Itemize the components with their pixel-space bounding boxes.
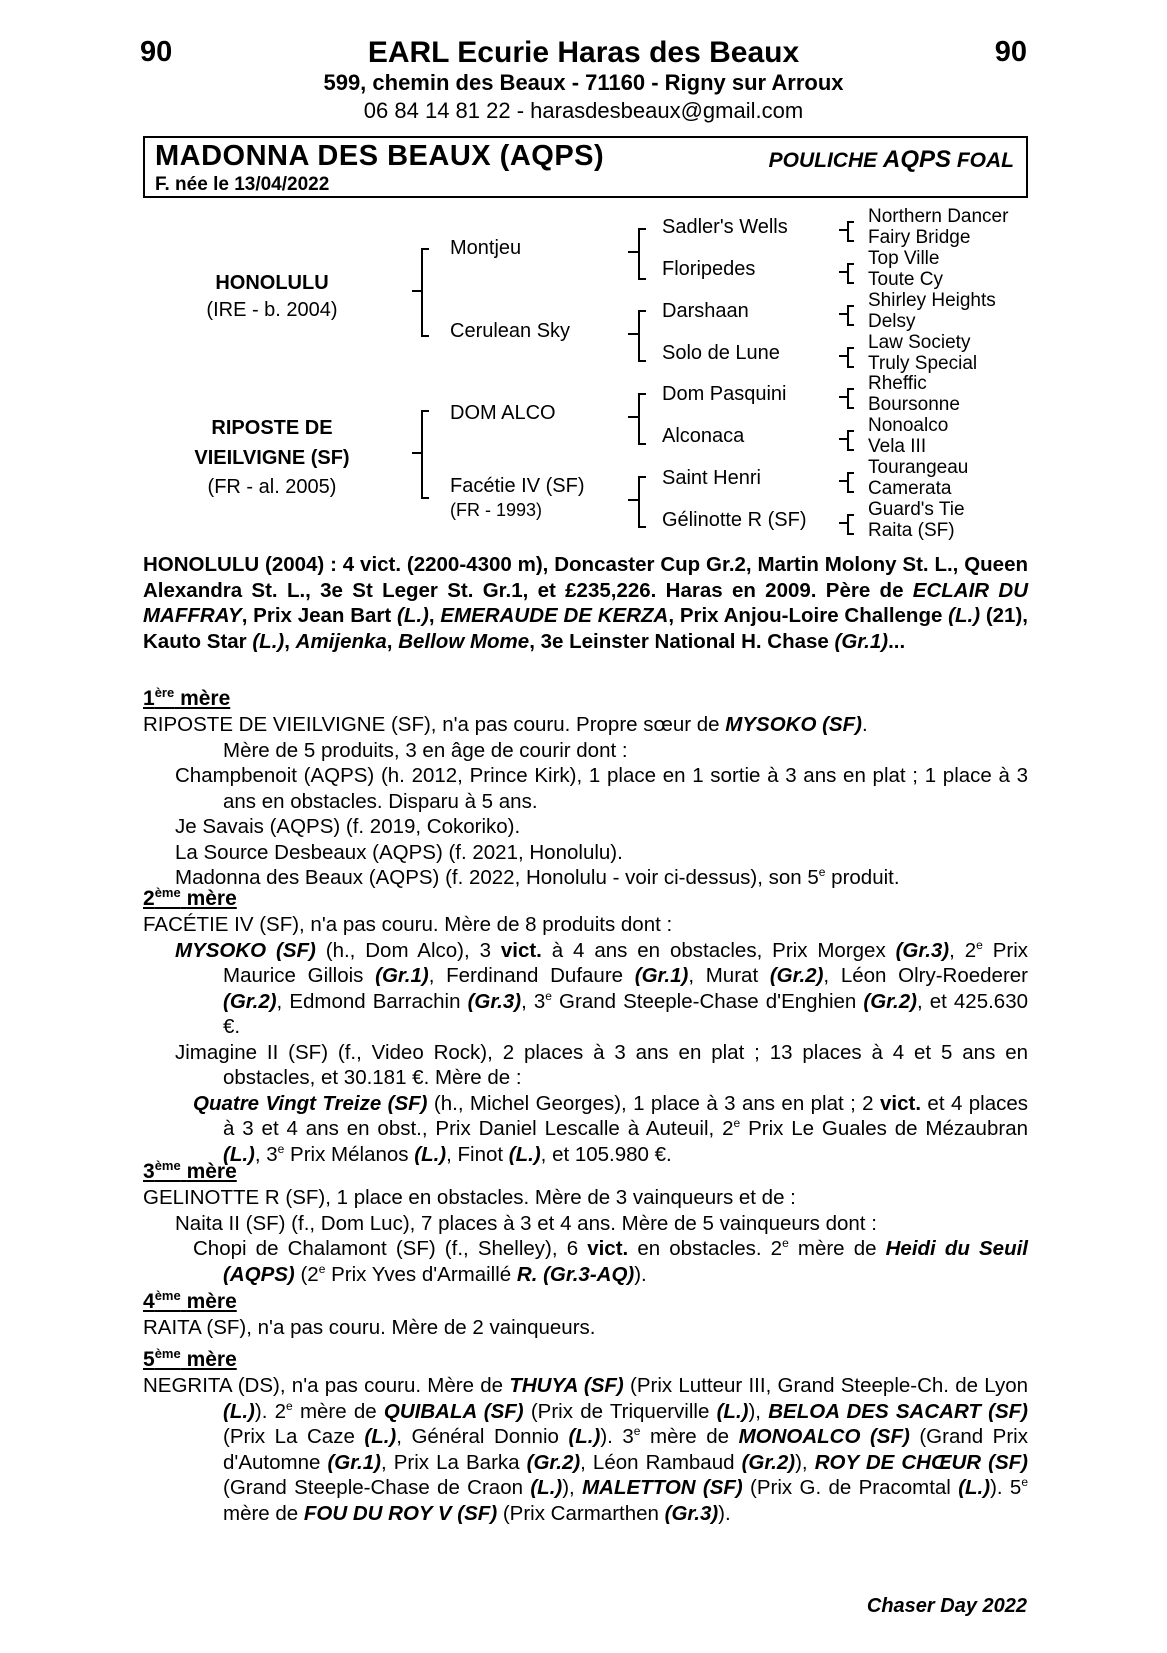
- bracket-gen4: [847, 388, 854, 409]
- horse-ref: QUIBALA (SF): [383, 1399, 524, 1423]
- bracket-gen4: [847, 430, 854, 451]
- text: .: [861, 713, 868, 736]
- gen4-name: Vela III: [868, 436, 927, 457]
- gen4-name: Tourangeau: [868, 457, 969, 478]
- produce-entry: La Source Desbeaux (AQPS) (f. 2021, Honolulu).: [175, 840, 623, 864]
- bracket-tick: [628, 416, 638, 418]
- text: , Edmond Barrachin: [276, 989, 468, 1013]
- section-word: mère: [186, 1348, 237, 1371]
- text: , 2: [949, 938, 977, 962]
- text: mère de: [788, 1237, 886, 1260]
- page-number-left: 90: [140, 36, 173, 68]
- text: e: [277, 1141, 285, 1156]
- produce-entry: [143, 865, 1028, 891]
- horse-ref: Quatre Vingt Treize (SF): [193, 1091, 428, 1115]
- text: e: [286, 1398, 293, 1413]
- text: , Murat: [688, 964, 770, 987]
- text: ),: [795, 1450, 815, 1474]
- section-number: 5: [143, 1348, 155, 1371]
- bracket-tick: [839, 438, 847, 440]
- dam-info: (FR - al. 2005): [207, 476, 337, 498]
- race-grade: (Gr.3): [467, 989, 522, 1013]
- dam-name-line2: VIEILVIGNE (SF): [194, 447, 350, 469]
- breeder-name: EARL Ecurie Haras des Beaux: [367, 36, 800, 69]
- section-ordinal: ère: [154, 685, 175, 700]
- gen4-name: Fairy Bridge: [868, 227, 971, 248]
- bracket-tick: [628, 499, 638, 501]
- gen3-name: Floripedes: [662, 258, 756, 280]
- horse-ref: MONOALCO (SF): [738, 1425, 910, 1448]
- sire-name: HONOLULU: [215, 272, 329, 294]
- text: (Grand Prix d'Automne: [223, 1425, 1028, 1474]
- text: (Prix Lutteur III, Grand Steeple-Ch. de Lyon: [623, 1374, 1028, 1397]
- race-grade: (L.): [530, 1476, 563, 1499]
- horse-ref: Bellow Mome: [398, 629, 530, 653]
- horse-title-box: [143, 136, 1028, 198]
- text: ,: [386, 629, 399, 653]
- race-grade: (Gr.2): [526, 1450, 581, 1474]
- text: et 4 places à 3 et 4 ans en obst., Prix Daniel Lescalle à Auteuil, 2: [223, 1091, 1029, 1140]
- horse-ref: MALETTON (SF): [582, 1476, 743, 1499]
- horse-birth-date: F. née le 13/04/2022: [155, 174, 330, 195]
- text: , 3: [521, 989, 546, 1013]
- horse-ref: ROY DE CHŒUR (SF): [814, 1450, 1029, 1474]
- text: e: [782, 1236, 789, 1251]
- bracket-tick: [628, 333, 638, 335]
- text: (21), Kauto Star: [143, 604, 1028, 653]
- race-grade: (L.): [958, 1476, 991, 1499]
- text: (h., Michel Georges), 1 place à 3 ans en plat ; 2: [427, 1091, 880, 1115]
- gen4-name: Camerata: [868, 478, 952, 499]
- bracket-tick: [839, 313, 847, 315]
- bracket-gen4: [847, 347, 854, 368]
- text: e: [818, 865, 826, 880]
- race-grade: (Gr.3): [664, 1501, 719, 1525]
- horse-age-class: FOAL: [956, 149, 1014, 172]
- text: , Léon Olry-Roederer: [823, 964, 1028, 987]
- text: e: [1021, 1475, 1028, 1490]
- horse-ref: MYSOKO (SF): [175, 938, 316, 962]
- breeder-address: 599, chemin des Beaux - 71160 - Rigny sur Arroux: [323, 70, 844, 95]
- race-grade: (L.): [414, 1142, 447, 1166]
- text: , 3: [254, 1142, 278, 1166]
- dam-line: GELINOTTE R (SF), 1 place en obstacles. Mère de 3 vainqueurs et de :: [143, 1186, 796, 1209]
- horse-ref: Heidi du Seuil (AQPS): [223, 1237, 1028, 1286]
- section-number: 4: [143, 1290, 155, 1313]
- breeder-contact: 06 84 14 81 22 - harasdesbeaux@gmail.com: [363, 98, 804, 123]
- race-grade: (Gr.1): [375, 964, 429, 987]
- section-heading-2: [143, 887, 237, 911]
- text: e: [976, 937, 983, 952]
- race-grade: (Gr.1): [327, 1450, 381, 1474]
- text: (Prix Carmarthen: [497, 1501, 665, 1525]
- dam-line: [143, 712, 1028, 738]
- produce-entry: Naita II (SF) (f., Dom Luc), 7 places à 3 et 4 ans. Mère de 5 vainqueurs dont :: [175, 1211, 877, 1235]
- gen3-name: Gélinotte R (SF): [662, 509, 807, 531]
- gen2-dam-dam-info: (FR - 1993): [450, 500, 543, 520]
- race-grade: (L.): [364, 1425, 397, 1448]
- text: ...: [888, 629, 906, 653]
- text: mère de: [223, 1501, 304, 1525]
- text: vict.: [880, 1091, 922, 1115]
- text: e: [545, 988, 552, 1003]
- text: ).: [718, 1501, 731, 1525]
- gen3-name: Darshaan: [662, 300, 749, 322]
- race-grade: (L.): [397, 604, 429, 627]
- bracket-gen3: [638, 310, 646, 362]
- text: Grand Steeple-Chase d'Enghien: [551, 989, 864, 1013]
- text: Prix Maurice Gillois: [223, 938, 1029, 987]
- text: , Finot: [446, 1142, 509, 1166]
- section-number: 1: [143, 687, 155, 710]
- produce-summary: Mère de 5 produits, 3 en âge de courir dont :: [223, 738, 628, 762]
- gen4-name: Truly Special: [868, 353, 978, 374]
- text: mère de: [292, 1399, 384, 1423]
- race-grade: (L.): [508, 1142, 541, 1166]
- gen2-sire-sire: Montjeu: [450, 237, 522, 259]
- text: (h., Dom Alco), 3: [315, 938, 501, 962]
- section-word: mère: [186, 1160, 237, 1183]
- bracket-sire: [421, 248, 429, 337]
- bracket-tick: [839, 271, 847, 273]
- section-word: mère: [180, 687, 231, 710]
- race-grade: R. (Gr.3-AQ): [516, 1262, 635, 1286]
- text: ,: [428, 604, 441, 627]
- gen3-name: Alconaca: [662, 425, 745, 447]
- text: en obstacles. 2: [628, 1237, 783, 1260]
- bracket-tick: [839, 355, 847, 357]
- footer-sale-name: Chaser Day 2022: [866, 1595, 1027, 1617]
- produce-entry: Je Savais (AQPS) (f. 2019, Cokoriko).: [175, 815, 521, 838]
- produce-entry: [143, 938, 1028, 1040]
- horse-ref: BELOA DES SACART (SF): [768, 1399, 1028, 1423]
- horse-ref: ECLAIR DU MAFFRAY: [143, 578, 1029, 627]
- bracket-tick: [412, 452, 421, 454]
- gen3-name: Dom Pasquini: [662, 383, 787, 405]
- text: vict.: [500, 938, 542, 962]
- gen4-name: Northern Dancer: [868, 206, 1009, 227]
- race-grade: (Gr.2): [741, 1450, 796, 1474]
- section-ordinal: ème: [154, 1346, 181, 1361]
- text: (Prix La Caze: [223, 1425, 365, 1448]
- gen2-dam-dam: Facétie IV (SF): [450, 475, 585, 497]
- section-body-1: [143, 712, 1028, 891]
- horse-breed: AQPS: [882, 146, 951, 173]
- section-number: 3: [143, 1160, 155, 1183]
- text: (2: [294, 1262, 319, 1286]
- text: , Général Donnio: [396, 1425, 569, 1448]
- bracket-tick: [839, 396, 847, 398]
- text: vict.: [587, 1237, 629, 1260]
- dam-line: [143, 1373, 1028, 1526]
- text: HONOLULU (2004) : 4 vict. (2200-4300 m), Doncaster Cup Gr.2, Martin Molony St. L., Queen Alexandra St. L., 3e St Leger St. Gr.1, et £235,226. Haras en 2009. Père de: [143, 553, 1028, 602]
- text: ). 5: [990, 1476, 1022, 1499]
- race-grade: (L.): [223, 1399, 255, 1423]
- gen3-name: Solo de Lune: [662, 342, 780, 364]
- text: e: [633, 1424, 641, 1439]
- horse-ref: Amijenka: [295, 629, 387, 653]
- section-number: 2: [143, 887, 155, 910]
- gen4-name: Delsy: [868, 311, 916, 332]
- gen3-name: Sadler's Wells: [662, 216, 788, 238]
- section-heading-1: [143, 687, 230, 711]
- gen4-name: Law Society: [868, 332, 971, 353]
- text: ). 3: [600, 1425, 634, 1448]
- grand-produce-entry: [143, 1236, 1028, 1287]
- section-heading-5: [143, 1348, 237, 1372]
- horse-ref: THUYA (SF): [509, 1374, 624, 1397]
- race-grade: (Gr.1): [634, 964, 689, 987]
- race-grade: (Gr.2): [223, 989, 277, 1013]
- horse-sex: POULICHE: [768, 149, 878, 172]
- bracket-tick: [839, 480, 847, 482]
- horse-name: MADONNA DES BEAUX (AQPS): [155, 140, 605, 172]
- gen4-name: Toute Cy: [868, 269, 943, 290]
- text: (Grand Steeple-Chase de Craon: [223, 1476, 531, 1499]
- text: Chopi de Chalamont (SF) (f., Shelley), 6: [193, 1237, 588, 1260]
- text: , et 425.630 €.: [223, 989, 1028, 1038]
- section-heading-3: [143, 1160, 237, 1184]
- bracket-gen3: [638, 228, 646, 280]
- race-grade: (Gr.2): [769, 964, 824, 987]
- horse-type: [769, 146, 1014, 174]
- section-ordinal: ème: [154, 885, 181, 900]
- race-grade: (L.): [223, 1142, 255, 1166]
- race-grade: (Gr.3): [895, 938, 950, 962]
- bracket-tick: [839, 522, 847, 524]
- text: , et 105.980 €.: [540, 1142, 672, 1166]
- section-word: mère: [186, 1290, 237, 1313]
- bracket-tick: [628, 251, 638, 253]
- bracket-gen4: [847, 221, 854, 242]
- race-grade: (Gr.2): [863, 989, 917, 1013]
- text: , 3e Leinster National H. Chase: [529, 629, 835, 653]
- bracket-gen4: [847, 514, 854, 535]
- horse-ref: FOU DU ROY V (SF): [303, 1501, 498, 1525]
- text: Prix Mélanos: [284, 1142, 415, 1166]
- race-grade: (L.): [568, 1425, 601, 1448]
- produce-entry: Jimagine II (SF) (f., Video Rock), 2 places à 3 ans en plat ; 13 places à 4 et 5 ans en obstacles, et 30.181 €. Mère de :: [175, 1040, 1028, 1089]
- grand-produce-entry: [143, 1091, 1028, 1168]
- page-number-right: 90: [994, 36, 1027, 68]
- text: , Prix La Barka: [380, 1450, 527, 1474]
- race-grade: (L.): [948, 604, 981, 627]
- text: , Léon Rambaud: [580, 1450, 742, 1474]
- section-word: mère: [186, 887, 237, 910]
- text: e: [733, 1116, 741, 1131]
- horse-ref: MYSOKO (SF): [725, 713, 862, 736]
- text: ),: [748, 1399, 769, 1423]
- text: , Prix Jean Bart: [241, 604, 398, 627]
- text: (Prix G. de Pracomtal: [742, 1476, 959, 1499]
- race-grade: (Gr.1): [834, 629, 889, 653]
- bracket-gen3: [638, 476, 646, 528]
- sire-paragraph: [143, 552, 1028, 654]
- section-ordinal: ème: [154, 1158, 181, 1173]
- text: RIPOSTE DE VIEILVIGNE (SF), n'a pas couru. Propre sœur de: [143, 713, 726, 736]
- dam-name-line1: RIPOSTE DE: [211, 417, 333, 439]
- text: , Prix Anjou-Loire Challenge: [668, 604, 949, 627]
- gen2-sire-dam: Cerulean Sky: [450, 320, 571, 342]
- section-heading-4: [143, 1290, 237, 1314]
- bracket-tick: [412, 290, 421, 292]
- text: (Prix de Triquerville: [523, 1399, 717, 1423]
- text: NEGRITA (DS), n'a pas couru. Mère de: [143, 1374, 510, 1397]
- text: ). 2: [254, 1399, 287, 1423]
- dam-line: RAITA (SF), n'a pas couru. Mère de 2 vainqueurs.: [143, 1316, 596, 1339]
- text: Madonna des Beaux (AQPS) (f. 2022, Honolulu - voir ci-dessus), son 5: [175, 866, 819, 889]
- bracket-gen4: [847, 263, 854, 284]
- section-body-4: [143, 1315, 1028, 1341]
- text: produit.: [825, 866, 900, 889]
- gen2-dam-sire: DOM ALCO: [450, 402, 556, 424]
- bracket-gen4: [847, 472, 854, 493]
- dam-line: FACÉTIE IV (SF), n'a pas couru. Mère de 8 produits dont :: [143, 913, 673, 936]
- section-ordinal: ème: [154, 1288, 181, 1303]
- sire-info: (IRE - b. 2004): [206, 299, 338, 321]
- section-body-5: [143, 1373, 1028, 1526]
- text: , Ferdinand Dufaure: [428, 964, 635, 987]
- race-grade: (L.): [716, 1399, 749, 1423]
- gen4-name: Shirley Heights: [868, 290, 996, 311]
- gen4-name: Nonoalco: [868, 415, 949, 436]
- bracket-gen4: [847, 305, 854, 326]
- bracket-gen3: [638, 393, 646, 445]
- gen3-name: Saint Henri: [662, 467, 761, 489]
- text: Prix Le Guales de Mézaubran: [740, 1117, 1028, 1140]
- bracket-tick: [839, 229, 847, 231]
- section-body-3: [143, 1185, 1028, 1287]
- text: Prix Yves d'Armaillé: [325, 1262, 517, 1286]
- gen4-name: Guard's Tie: [868, 499, 965, 520]
- horse-ref: EMERAUDE DE KERZA: [440, 604, 669, 627]
- section-body-2: [143, 912, 1028, 1167]
- gen4-name: Boursonne: [868, 394, 960, 415]
- bracket-dam: [421, 410, 429, 499]
- race-grade: (L.): [252, 629, 285, 653]
- text: à 4 ans en obstacles, Prix Morgex: [541, 938, 896, 962]
- gen4-name: Raita (SF): [868, 520, 955, 541]
- gen4-name: Rheffic: [868, 373, 927, 394]
- produce-entry: Champbenoit (AQPS) (h. 2012, Prince Kirk), 1 place en 1 sortie à 3 ans en plat ; 1 place à 3 ans en obstacles. Disparu à 5 ans.: [175, 764, 1028, 813]
- text: ).: [634, 1262, 647, 1286]
- text: mère de: [640, 1425, 739, 1448]
- text: e: [318, 1261, 326, 1276]
- text: ,: [284, 629, 296, 653]
- text: ),: [562, 1476, 583, 1499]
- gen4-name: Top Ville: [868, 248, 940, 269]
